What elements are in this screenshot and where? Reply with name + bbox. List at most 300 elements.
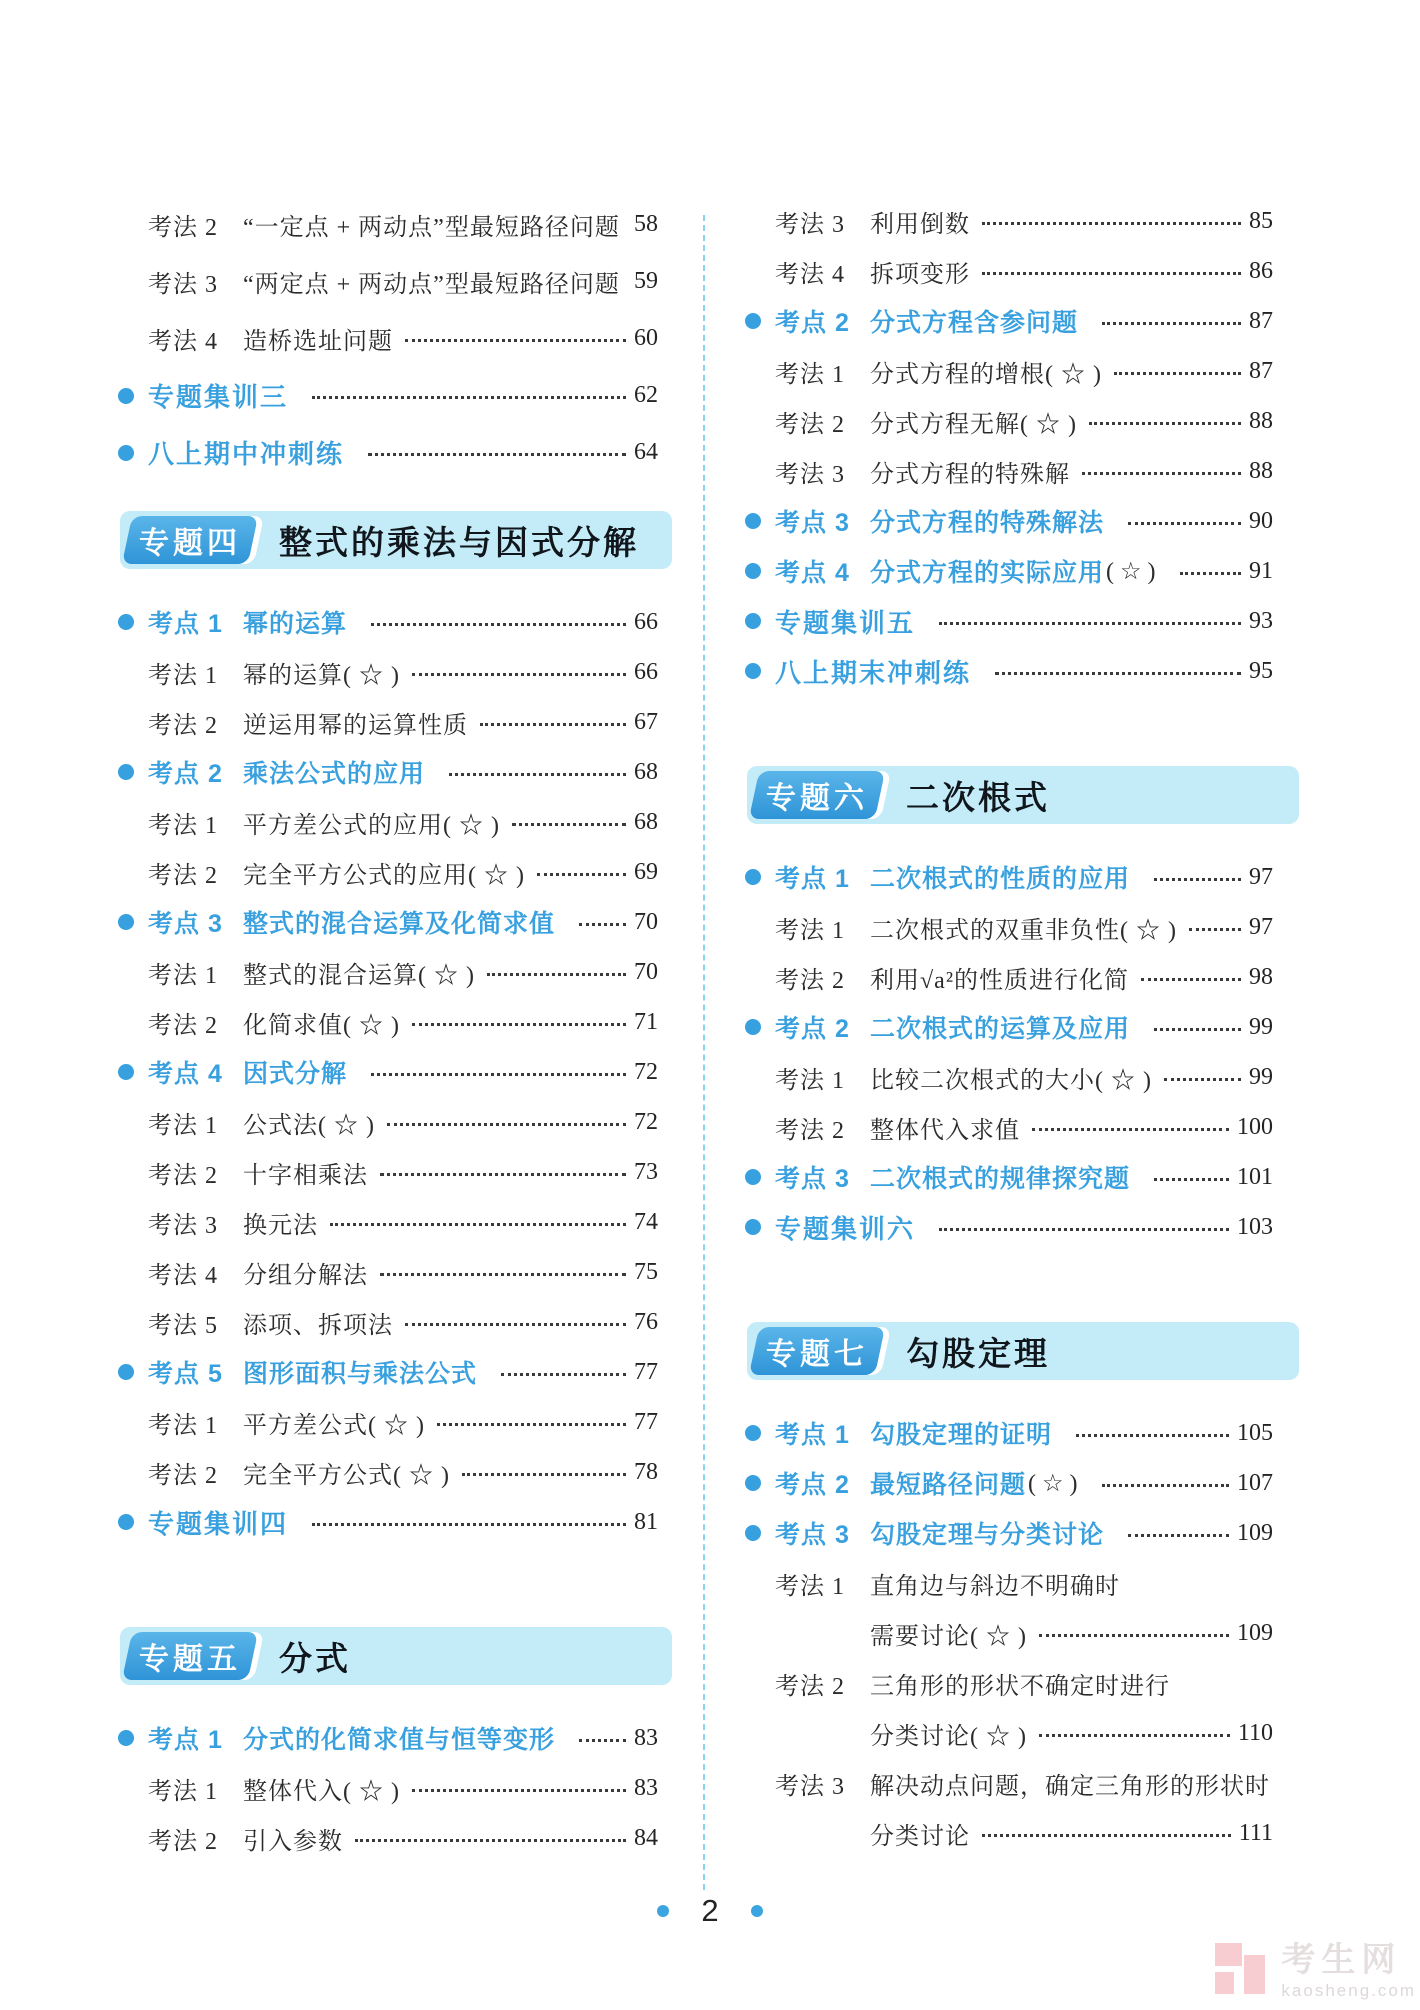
page-number: 73 xyxy=(634,1158,658,1185)
dot-leader xyxy=(1032,1124,1229,1131)
toc-entry xyxy=(118,647,658,697)
toc-entry xyxy=(118,1447,658,1497)
entry-label: 考法 1 xyxy=(775,1573,845,1600)
page-number: 69 xyxy=(634,858,658,885)
bullet-icon xyxy=(745,313,761,329)
entry-title: 分类讨论 xyxy=(870,1823,970,1850)
toc-entry xyxy=(118,1047,658,1097)
page-number: 100 xyxy=(1237,1113,1273,1140)
page-number: 87 xyxy=(1249,357,1273,384)
entry-label: 考点 3 xyxy=(775,1521,850,1549)
page-number: 78 xyxy=(634,1458,658,1485)
bullet-icon xyxy=(118,1730,134,1746)
dot-leader xyxy=(1154,1174,1229,1181)
entry-label: 考法 2 xyxy=(148,862,218,889)
entry-title: 因式分解 xyxy=(243,1060,348,1088)
dot-leader xyxy=(371,1069,626,1076)
entry-label: 考法 4 xyxy=(148,329,218,355)
entry-label: 考法 3 xyxy=(148,1212,218,1239)
entry-title: 八上期末冲刺练 xyxy=(775,657,972,688)
toc-entry xyxy=(745,246,1273,296)
entry-label: 考点 3 xyxy=(775,1165,850,1193)
dot-leader xyxy=(371,619,626,626)
dot-leader xyxy=(537,869,626,876)
page-number: 101 xyxy=(1237,1163,1273,1190)
toc-entry xyxy=(745,852,1273,902)
entry-label: 考点 4 xyxy=(148,1060,223,1088)
entry-title: 专题集训六 xyxy=(775,1213,916,1244)
dot-leader xyxy=(579,919,626,926)
dot-leader xyxy=(982,1830,1231,1837)
entry-title: 利用√a²的性质进行化简 xyxy=(870,967,1130,994)
entry-label: 考法 1 xyxy=(775,1067,845,1094)
toc-column-right xyxy=(745,196,1273,1858)
star-suffix: ( ☆ ) xyxy=(1028,1470,1078,1497)
dot-leader xyxy=(995,668,1241,675)
page-number: 70 xyxy=(634,908,658,935)
page-number: 72 xyxy=(634,1108,658,1135)
dot-leader xyxy=(512,819,626,826)
page-number: 81 xyxy=(634,1508,658,1535)
entry-title: “一定点 + 两动点”型最短路径问题 xyxy=(243,215,620,241)
topic-header xyxy=(120,511,672,569)
page-number: 72 xyxy=(634,1058,658,1085)
toc-entry xyxy=(745,1558,1273,1608)
entry-title: 需要讨论( ☆ ) xyxy=(870,1623,1027,1650)
dot-leader xyxy=(982,218,1241,225)
toc-entry xyxy=(745,396,1273,446)
entry-label: 考法 5 xyxy=(148,1312,218,1339)
topic-title: 整式的乘法与因式分解 xyxy=(279,523,639,561)
bullet-icon xyxy=(745,1525,761,1541)
footer-page-number: 2 xyxy=(701,1893,719,1928)
entry-label: 考法 2 xyxy=(148,1462,218,1489)
entry-title: 造桥选址问题 xyxy=(243,329,393,355)
entry-title: 分式方程的特殊解 xyxy=(870,461,1070,488)
entry-label: 考点 1 xyxy=(148,610,223,638)
entry-title: 公式法( ☆ ) xyxy=(243,1112,375,1139)
page-number: 70 xyxy=(634,958,658,985)
entry-label: 考法 1 xyxy=(148,662,218,689)
toc-entry xyxy=(118,1147,658,1197)
dot-leader xyxy=(405,1319,626,1326)
column-divider xyxy=(703,215,705,1890)
toc-entry xyxy=(745,1202,1273,1252)
entry-title: 添项、拆项法 xyxy=(243,1312,393,1339)
dot-leader xyxy=(1076,1430,1229,1437)
bullet-icon xyxy=(745,869,761,885)
page-number: 68 xyxy=(634,808,658,835)
dot-leader xyxy=(1154,1024,1241,1031)
toc-entry xyxy=(118,1397,658,1447)
entry-title: 十字相乘法 xyxy=(243,1162,368,1189)
entry-label: 考法 2 xyxy=(775,967,845,994)
bullet-icon xyxy=(118,1064,134,1080)
dot-leader xyxy=(579,1735,626,1742)
toc-entry xyxy=(745,646,1273,696)
page-number: 109 xyxy=(1237,1519,1273,1546)
entry-title: 平方差公式的应用( ☆ ) xyxy=(243,812,500,839)
toc-column-left xyxy=(118,196,658,1863)
toc-entry xyxy=(745,496,1273,546)
topic-badge xyxy=(749,1327,885,1375)
entry-label: 考法 2 xyxy=(148,712,218,739)
dot-leader xyxy=(939,618,1241,625)
dot-leader xyxy=(480,719,626,726)
entry-label: 考点 1 xyxy=(775,865,850,893)
dot-leader xyxy=(1039,1630,1229,1637)
dot-leader xyxy=(982,268,1241,275)
entry-title: 分式的化简求值与恒等变形 xyxy=(243,1726,556,1754)
dot-leader xyxy=(380,1269,626,1276)
page-footer xyxy=(0,1893,1420,1929)
topic-badge xyxy=(122,516,258,564)
entry-label: 考法 4 xyxy=(148,1262,218,1289)
entry-label: 考点 1 xyxy=(148,1726,223,1754)
topic-header xyxy=(120,1627,672,1685)
entry-title: 完全平方公式的应用( ☆ ) xyxy=(243,862,525,889)
entry-label: 考法 3 xyxy=(775,461,845,488)
page-number: 60 xyxy=(634,325,658,351)
toc-entry xyxy=(745,1808,1273,1858)
page-number: 91 xyxy=(1249,557,1273,584)
watermark-site-url: kaosheng.com xyxy=(1281,1980,1416,2000)
page-number: 64 xyxy=(634,439,658,465)
kaosheng-logo-icon xyxy=(1213,1939,1269,2002)
toc-entry xyxy=(745,346,1273,396)
entry-label: 考点 2 xyxy=(775,1471,850,1499)
page-number: 83 xyxy=(634,1724,658,1751)
watermark xyxy=(1213,1939,1416,2002)
entry-title: 引入参数 xyxy=(243,1828,343,1855)
dot-leader xyxy=(412,1019,626,1026)
entry-label: 考法 1 xyxy=(148,812,218,839)
toc-entry xyxy=(745,446,1273,496)
toc-entry xyxy=(118,1297,658,1347)
topic-badge-label: 专题五 xyxy=(139,1643,241,1676)
bullet-icon xyxy=(118,1364,134,1380)
toc-entry xyxy=(118,367,658,424)
entry-title: 二次根式的性质的应用 xyxy=(870,865,1131,893)
dot-leader xyxy=(312,392,626,399)
entry-title: 换元法 xyxy=(243,1212,318,1239)
entry-title: 勾股定理与分类讨论 xyxy=(870,1521,1105,1549)
dot-leader xyxy=(412,1785,626,1792)
dot-leader xyxy=(1180,568,1241,575)
entry-label: 考法 1 xyxy=(148,1412,218,1439)
dot-leader xyxy=(1102,1480,1229,1487)
page-number: 85 xyxy=(1249,207,1273,234)
dot-leader xyxy=(368,449,626,456)
entry-title: 逆运用幂的运算性质 xyxy=(243,712,468,739)
entry-label: 考点 5 xyxy=(148,1360,223,1388)
entry-title: 分式方程含参问题 xyxy=(870,309,1079,337)
bullet-icon xyxy=(745,1425,761,1441)
footer-dot-icon xyxy=(657,1905,669,1917)
entry-title: 化简求值( ☆ ) xyxy=(243,1012,400,1039)
bullet-icon xyxy=(745,1475,761,1491)
page-number: 84 xyxy=(634,1824,658,1851)
bullet-icon xyxy=(745,563,761,579)
page-number: 109 xyxy=(1237,1619,1273,1646)
toc-entry xyxy=(118,947,658,997)
page-number: 77 xyxy=(634,1358,658,1385)
topic-header xyxy=(747,1322,1299,1380)
dot-leader xyxy=(501,1369,626,1376)
toc-entry xyxy=(745,1408,1273,1458)
toc-entry xyxy=(118,1713,658,1763)
page-number: 97 xyxy=(1249,913,1273,940)
entry-title: 利用倒数 xyxy=(870,211,970,238)
topic-badge-label: 专题七 xyxy=(766,1338,868,1371)
page-number: 75 xyxy=(634,1258,658,1285)
page-number: 95 xyxy=(1249,657,1273,684)
bullet-icon xyxy=(745,663,761,679)
entry-label: 考点 2 xyxy=(775,309,850,337)
dot-leader xyxy=(405,335,626,342)
entry-label: 考法 1 xyxy=(775,917,845,944)
entry-title: 直角边与斜边不明确时 xyxy=(870,1573,1120,1600)
page-number: 98 xyxy=(1249,963,1273,990)
page-number: 111 xyxy=(1238,1819,1273,1846)
entry-label: 考法 2 xyxy=(775,1673,845,1700)
entry-title: 二次根式的双重非负性( ☆ ) xyxy=(870,917,1177,944)
page-number: 68 xyxy=(634,758,658,785)
dot-leader xyxy=(312,1519,626,1526)
toc-entry xyxy=(745,1508,1273,1558)
topic-title: 二次根式 xyxy=(906,778,1050,816)
entry-title: 二次根式的规律探究题 xyxy=(870,1165,1131,1193)
dot-leader xyxy=(939,1224,1229,1231)
toc-entry xyxy=(745,1458,1273,1508)
entry-title: 分式方程的增根( ☆ ) xyxy=(870,361,1102,388)
toc-entry xyxy=(118,196,658,253)
toc-entry xyxy=(118,1763,658,1813)
toc-entry xyxy=(118,1347,658,1397)
entry-title: 幂的运算( ☆ ) xyxy=(243,662,400,689)
entry-label: 考法 2 xyxy=(775,411,845,438)
toc-entry xyxy=(118,697,658,747)
toc-entry xyxy=(118,797,658,847)
toc-entry xyxy=(118,1097,658,1147)
entry-title: 拆项变形 xyxy=(870,261,970,288)
dot-leader xyxy=(1154,874,1241,881)
entry-title: 专题集训三 xyxy=(148,382,289,412)
bullet-icon xyxy=(118,388,134,404)
dot-leader xyxy=(449,769,626,776)
page-number: 87 xyxy=(1249,307,1273,334)
dot-leader xyxy=(1164,1074,1241,1081)
toc-entry xyxy=(745,1608,1273,1658)
entry-label: 考点 2 xyxy=(148,760,223,788)
bullet-icon xyxy=(745,1219,761,1235)
entry-label: 考法 3 xyxy=(775,211,845,238)
page-number: 99 xyxy=(1249,1063,1273,1090)
toc-entry xyxy=(118,1197,658,1247)
dot-leader xyxy=(1141,974,1241,981)
page-number: 86 xyxy=(1249,257,1273,284)
toc-entry xyxy=(118,1247,658,1297)
dot-leader xyxy=(1128,1530,1229,1537)
page-number: 76 xyxy=(634,1308,658,1335)
toc-entry xyxy=(118,747,658,797)
toc-entry xyxy=(745,1002,1273,1052)
entry-title: 二次根式的运算及应用 xyxy=(870,1015,1131,1043)
bullet-icon xyxy=(118,914,134,930)
toc-entry xyxy=(745,1102,1273,1152)
dot-leader xyxy=(1102,318,1241,325)
dot-leader xyxy=(1082,468,1241,475)
entry-label: 考法 1 xyxy=(148,962,218,989)
toc-entry xyxy=(745,1052,1273,1102)
watermark-site-name: 考生网 xyxy=(1281,1940,1402,1979)
entry-label: 考点 1 xyxy=(775,1421,850,1449)
entry-label: 考法 4 xyxy=(775,261,845,288)
page-number: 62 xyxy=(634,382,658,408)
bullet-icon xyxy=(745,513,761,529)
entry-title: “两定点 + 两动点”型最短路径问题 xyxy=(243,272,620,298)
dot-leader xyxy=(487,969,626,976)
page-number: 77 xyxy=(634,1408,658,1435)
page-number: 66 xyxy=(634,658,658,685)
toc-entry xyxy=(118,424,658,481)
page-number: 103 xyxy=(1237,1213,1273,1240)
topic-badge xyxy=(749,771,885,819)
page-number: 58 xyxy=(634,211,658,237)
star-suffix: ( ☆ ) xyxy=(1106,558,1156,585)
entry-title: 解决动点问题，确定三角形的形状时 xyxy=(870,1773,1270,1800)
entry-label: 考法 1 xyxy=(148,1112,218,1139)
dot-leader xyxy=(1039,1730,1230,1737)
entry-label: 考法 3 xyxy=(148,272,218,298)
dot-leader xyxy=(380,1169,626,1176)
entry-label: 考法 1 xyxy=(148,1778,218,1805)
entry-title: 分式方程无解( ☆ ) xyxy=(870,411,1077,438)
toc-entry xyxy=(745,1708,1273,1758)
entry-title: 乘法公式的应用 xyxy=(243,760,426,788)
entry-label: 考点 2 xyxy=(775,1015,850,1043)
dot-leader xyxy=(355,1835,626,1842)
toc-entry xyxy=(745,196,1273,246)
topic-title: 分式 xyxy=(279,1639,351,1677)
page-number: 105 xyxy=(1237,1419,1273,1446)
page-number: 110 xyxy=(1237,1719,1273,1746)
entry-label: 考法 2 xyxy=(148,1012,218,1039)
dot-leader xyxy=(462,1469,626,1476)
entry-title: 八上期中冲刺练 xyxy=(148,439,345,469)
toc-entry xyxy=(745,902,1273,952)
entry-title: 整式的混合运算( ☆ ) xyxy=(243,962,475,989)
toc-entry xyxy=(745,296,1273,346)
page-number: 99 xyxy=(1249,1013,1273,1040)
entry-title: 平方差公式( ☆ ) xyxy=(243,1412,425,1439)
toc-entry xyxy=(745,952,1273,1002)
bullet-icon xyxy=(745,1169,761,1185)
dot-leader xyxy=(387,1119,626,1126)
entry-title: 分组分解法 xyxy=(243,1262,368,1289)
toc-entry xyxy=(118,897,658,947)
entry-title: 分类讨论( ☆ ) xyxy=(870,1723,1027,1750)
bullet-icon xyxy=(118,445,134,461)
toc-entry xyxy=(745,1758,1273,1808)
entry-title: 比较二次根式的大小( ☆ ) xyxy=(870,1067,1152,1094)
entry-title: 分式方程的特殊解法 xyxy=(870,509,1105,537)
entry-label: 考法 2 xyxy=(148,215,218,241)
entry-title: 幂的运算 xyxy=(243,610,348,638)
page-number: 93 xyxy=(1249,607,1273,634)
entry-label: 考法 1 xyxy=(775,361,845,388)
entry-title: 分式方程的实际应用 xyxy=(870,559,1105,587)
topic-badge xyxy=(122,1632,258,1680)
dot-leader xyxy=(1089,418,1241,425)
topic-badge-label: 专题六 xyxy=(766,782,868,815)
entry-label: 考点 3 xyxy=(148,910,223,938)
entry-label: 考法 2 xyxy=(148,1162,218,1189)
entry-label: 考法 2 xyxy=(775,1117,845,1144)
entry-label: 考法 3 xyxy=(775,1773,845,1800)
page-number: 71 xyxy=(634,1008,658,1035)
entry-title: 最短路径问题 xyxy=(870,1471,1027,1499)
page-number: 59 xyxy=(634,268,658,294)
bullet-icon xyxy=(745,613,761,629)
bullet-icon xyxy=(118,1514,134,1530)
entry-label: 考法 2 xyxy=(148,1828,218,1855)
toc-entry xyxy=(745,1658,1273,1708)
topic-header xyxy=(747,766,1299,824)
toc-entry xyxy=(118,1813,658,1863)
entry-title: 整式的混合运算及化简求值 xyxy=(243,910,556,938)
page-number: 66 xyxy=(634,608,658,635)
dot-leader xyxy=(1128,518,1241,525)
dot-leader xyxy=(330,1219,626,1226)
entry-title: 专题集训五 xyxy=(775,607,916,638)
toc-entry xyxy=(118,253,658,310)
dot-leader xyxy=(1114,368,1241,375)
entry-title: 完全平方公式( ☆ ) xyxy=(243,1462,450,1489)
toc-entry xyxy=(745,596,1273,646)
page-number: 107 xyxy=(1237,1469,1273,1496)
entry-label: 考点 3 xyxy=(775,509,850,537)
toc-entry xyxy=(118,310,658,367)
page-number: 67 xyxy=(634,708,658,735)
toc-entry xyxy=(745,546,1273,596)
dot-leader xyxy=(1189,924,1241,931)
topic-badge-label: 专题四 xyxy=(139,527,241,560)
toc-entry xyxy=(118,597,658,647)
footer-dot-icon xyxy=(751,1905,763,1917)
bullet-icon xyxy=(118,764,134,780)
page-number: 74 xyxy=(634,1208,658,1235)
toc-entry xyxy=(118,997,658,1047)
page-number: 90 xyxy=(1249,507,1273,534)
page-number: 97 xyxy=(1249,863,1273,890)
watermark-text xyxy=(1281,1940,1416,2000)
entry-title: 图形面积与乘法公式 xyxy=(243,1360,478,1388)
page-number: 88 xyxy=(1249,457,1273,484)
bullet-icon xyxy=(745,1019,761,1035)
bullet-icon xyxy=(118,614,134,630)
entry-label: 考点 4 xyxy=(775,559,850,587)
entry-title: 勾股定理的证明 xyxy=(870,1421,1053,1449)
dot-leader xyxy=(437,1419,626,1426)
page-number: 83 xyxy=(634,1774,658,1801)
entry-title: 专题集训四 xyxy=(148,1508,289,1539)
entry-title: 三角形的形状不确定时进行 xyxy=(870,1673,1170,1700)
toc-entry xyxy=(118,1497,658,1547)
toc-entry xyxy=(745,1152,1273,1202)
page-number: 88 xyxy=(1249,407,1273,434)
topic-title: 勾股定理 xyxy=(906,1334,1050,1372)
